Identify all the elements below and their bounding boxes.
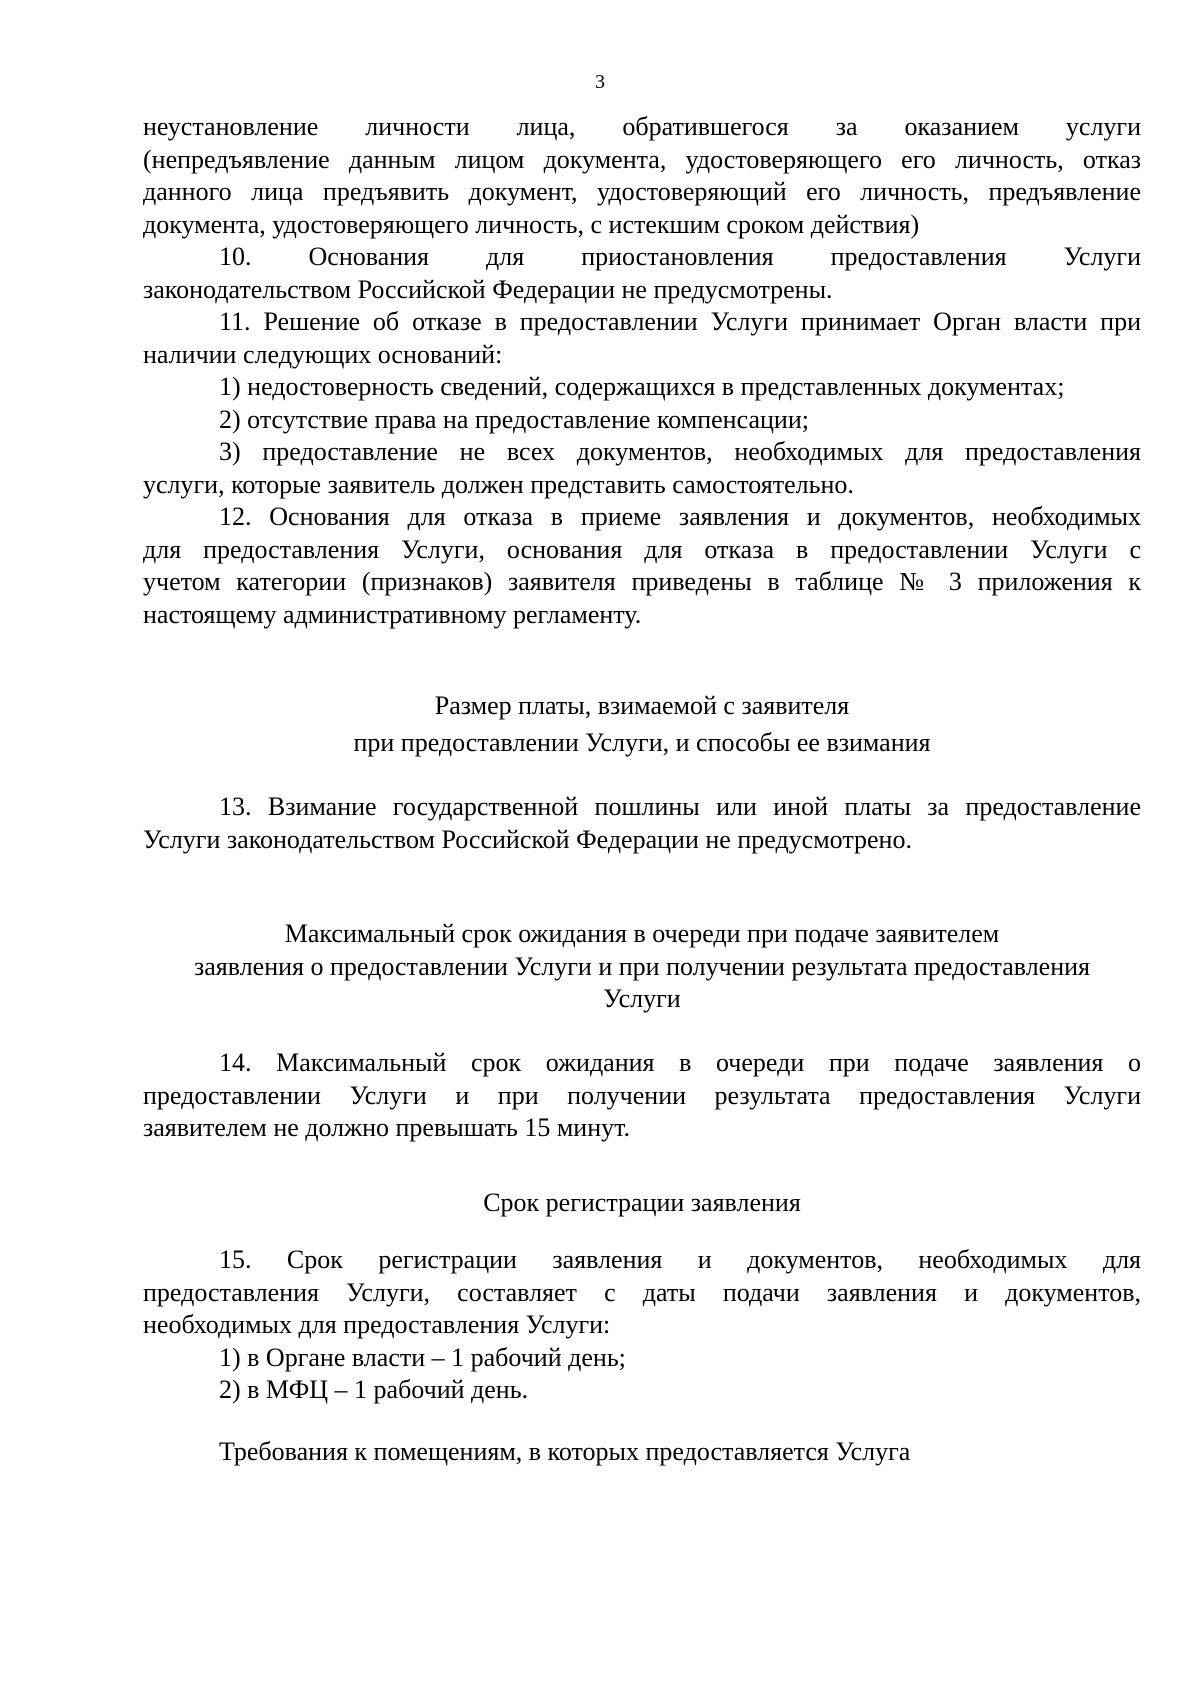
section-heading-fee: [143, 690, 1141, 759]
text-line: 11. Решение об отказе в предоставлении Услуги принимает Орган власти при: [219, 307, 1141, 336]
text-line: неустановление личности лица, обратившегося за оказанием услуги: [143, 112, 1141, 141]
heading-line: при предоставлении Услуги, и способы ее взимания: [353, 727, 931, 757]
text-line: Услуги законодательством Российской Федерации не предусмотрено.: [143, 824, 912, 854]
text-line: 1) недостоверность сведений, содержащихся в представленных документах;: [219, 372, 1065, 401]
paragraph-14: [143, 1047, 1141, 1145]
text-line: 13. Взимание государственной пошлины или иной платы за предоставление: [219, 792, 1141, 821]
text-line: документа, удостоверяющего личность, с истекшим сроком действия): [143, 209, 920, 239]
list-item: 2) в МФЦ – 1 рабочий день.: [219, 1375, 529, 1404]
paragraph-15: [143, 1244, 1141, 1407]
text-line: заявителем не должно превышать 15 минут.: [143, 1113, 631, 1142]
heading-line: Размер платы, взимаемой с заявителя: [434, 691, 850, 720]
paragraph-13: [143, 791, 1141, 856]
heading-line: Срок регистрации заявления: [483, 1188, 801, 1217]
text-line: 14. Максимальный срок ожидания в очереди при подаче заявления о: [219, 1048, 1141, 1077]
text-line: законодательством Российской Федерации не предусмотрены.: [143, 274, 833, 304]
heading-line: Услуги: [603, 984, 681, 1013]
paragraphs-10-12: [143, 111, 1141, 631]
text-line: (непредъявление данным лицом документа, удостоверяющего его личность, отказ: [143, 144, 1141, 174]
text-line: услуги, которые заявитель должен представить самостоятельно.: [143, 469, 854, 499]
page-number: 3: [595, 71, 605, 93]
text-line: 15. Срок регистрации заявления и документов, необходимых для: [219, 1245, 1141, 1274]
text-line: 3) предоставление не всех документов, необходимых для предоставления: [219, 437, 1141, 466]
list-item: 1) в Органе власти – 1 рабочий день;: [219, 1342, 626, 1372]
text-line: 12. Основания для отказа в приеме заявления и документов, необходимых: [219, 502, 1141, 531]
text-line: учетом категории (признаков) заявителя приведены в таблице № 3 приложения к: [143, 567, 1141, 596]
text-line: настоящему административному регламенту.: [143, 599, 642, 629]
text-line: предоставлении Услуги и при получении результата предоставления Услуги: [143, 1080, 1141, 1110]
heading-line: заявления о предоставлении Услуги и при получении результата предоставления: [194, 951, 1090, 981]
text-line: наличии следующих оснований:: [143, 339, 503, 369]
section-heading-queue: [143, 918, 1141, 1016]
text-line: данного лица предъявить документ, удостоверяющий его личность, предъявление: [143, 177, 1141, 206]
section-heading-registration: [143, 1187, 1141, 1220]
text-line: 2) отсутствие права на предоставление компенсации;: [219, 404, 809, 434]
text-line: необходимых для предоставления Услуги:: [143, 1310, 611, 1339]
heading-line: Максимальный срок ожидания в очереди при подаче заявителем: [284, 919, 1000, 948]
text-line: для предоставления Услуги, основания для отказа в предоставлении Услуги с: [143, 534, 1141, 564]
section-heading-premises: [143, 1436, 1141, 1469]
text-line: предоставления Услуги, составляет с даты подачи заявления и документов,: [143, 1277, 1141, 1307]
heading-line: Требования к помещениям, в которых предоставляется Услуга: [219, 1437, 911, 1466]
text-line: 10. Основания для приостановления предоставления Услуги: [219, 242, 1141, 271]
